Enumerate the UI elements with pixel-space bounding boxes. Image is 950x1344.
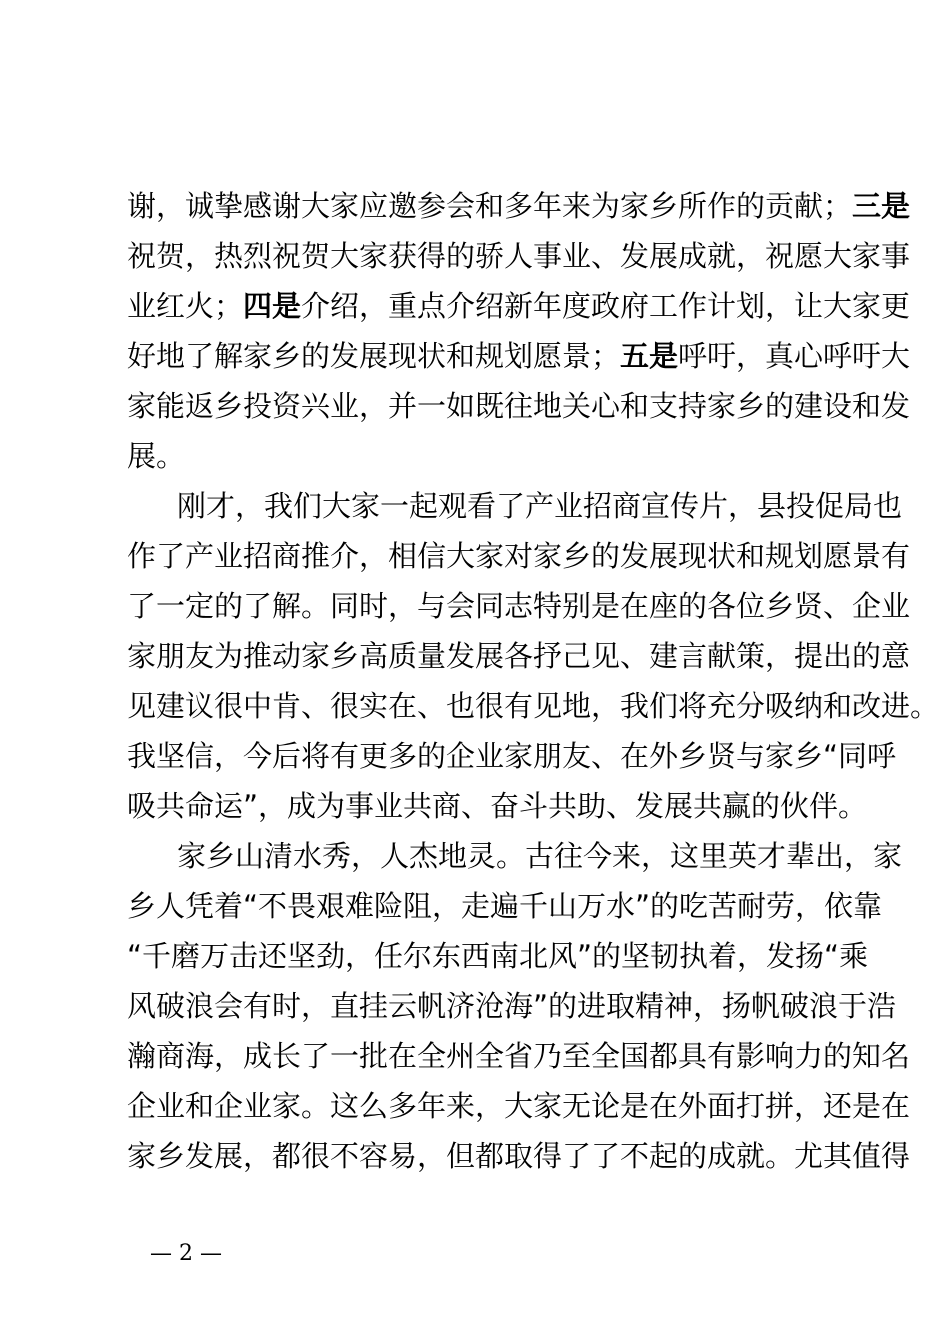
- paragraph-3-line-4: 风破浪会有时，直挂云帆济沧海”的进取精神，扬帆破浪于浩: [127, 989, 897, 1023]
- paragraph-3-line-3: “千磨万击还坚劲，任尔东西南北风”的坚韧执着，发扬“乘: [127, 939, 869, 973]
- emphasis-wu-shi: 五是: [620, 339, 679, 373]
- paragraph-1-line-5: 家能返乡投资兴业，并一如既往地关心和支持家乡的建设和发: [127, 389, 911, 423]
- paragraph-1-line-6: 展。: [127, 439, 186, 473]
- text-run: 呼吁，真心呼吁大: [678, 339, 911, 373]
- page-number: — 2 —: [150, 1241, 222, 1266]
- text-run: 介绍，重点介绍新年度政府工作计划，让大家更: [301, 289, 911, 323]
- text-run: 好地了解家乡的发展现状和规划愿景；: [127, 339, 621, 373]
- emphasis-si-shi: 四是: [243, 289, 302, 323]
- paragraph-3-line-1: 家乡山清水秀，人杰地灵。古往今来，这里英才辈出，家: [177, 839, 903, 873]
- paragraph-1-line-3: [127, 288, 910, 324]
- paragraph-2-line-7: 吸共命运”，成为事业共商、奋斗共助、发展共赢的伙伴。: [127, 789, 868, 823]
- paragraph-1-line-2: 祝贺，热烈祝贺大家获得的骄人事业、发展成就，祝愿大家事: [127, 239, 911, 273]
- emphasis-san-shi: 三是: [852, 189, 911, 223]
- paragraph-2-line-3: 了一定的了解。同时，与会同志特别是在座的各位乡贤、企业: [127, 589, 911, 623]
- paragraph-1-line-1: [127, 188, 910, 224]
- text-run: 谢，诚挚感谢大家应邀参会和多年来为家乡所作的贡献；: [127, 189, 853, 223]
- paragraph-3-line-2: 乡人凭着“不畏艰难险阻，走遍千山万水”的吃苦耐劳，依靠: [127, 889, 883, 923]
- paragraph-2-line-2: 作了产业招商推介，相信大家对家乡的发展现状和规划愿景有: [127, 539, 911, 573]
- paragraph-1-line-4: [127, 338, 910, 374]
- paragraph-2-line-4: 家朋友为推动家乡高质量发展各抒己见、建言献策，提出的意: [127, 639, 911, 673]
- text-run: 业红火；: [127, 289, 244, 323]
- paragraph-2-line-1: 刚才，我们大家一起观看了产业招商宣传片，县投促局也: [177, 489, 903, 523]
- paragraph-3-line-5: 瀚商海，成长了一批在全州全省乃至全国都具有影响力的知名: [127, 1039, 911, 1073]
- paragraph-3-line-6: 企业和企业家。这么多年来，大家无论是在外面打拼，还是在: [127, 1089, 911, 1123]
- paragraph-3-line-7: 家乡发展，都很不容易，但都取得了了不起的成就。尤其值得: [127, 1139, 911, 1173]
- paragraph-2-line-5: 见建议很中肯、很实在、也很有见地，我们将充分吸纳和改进。: [127, 689, 940, 723]
- paragraph-2-line-6: 我坚信，今后将有更多的企业家朋友、在外乡贤与家乡“同呼: [127, 739, 897, 773]
